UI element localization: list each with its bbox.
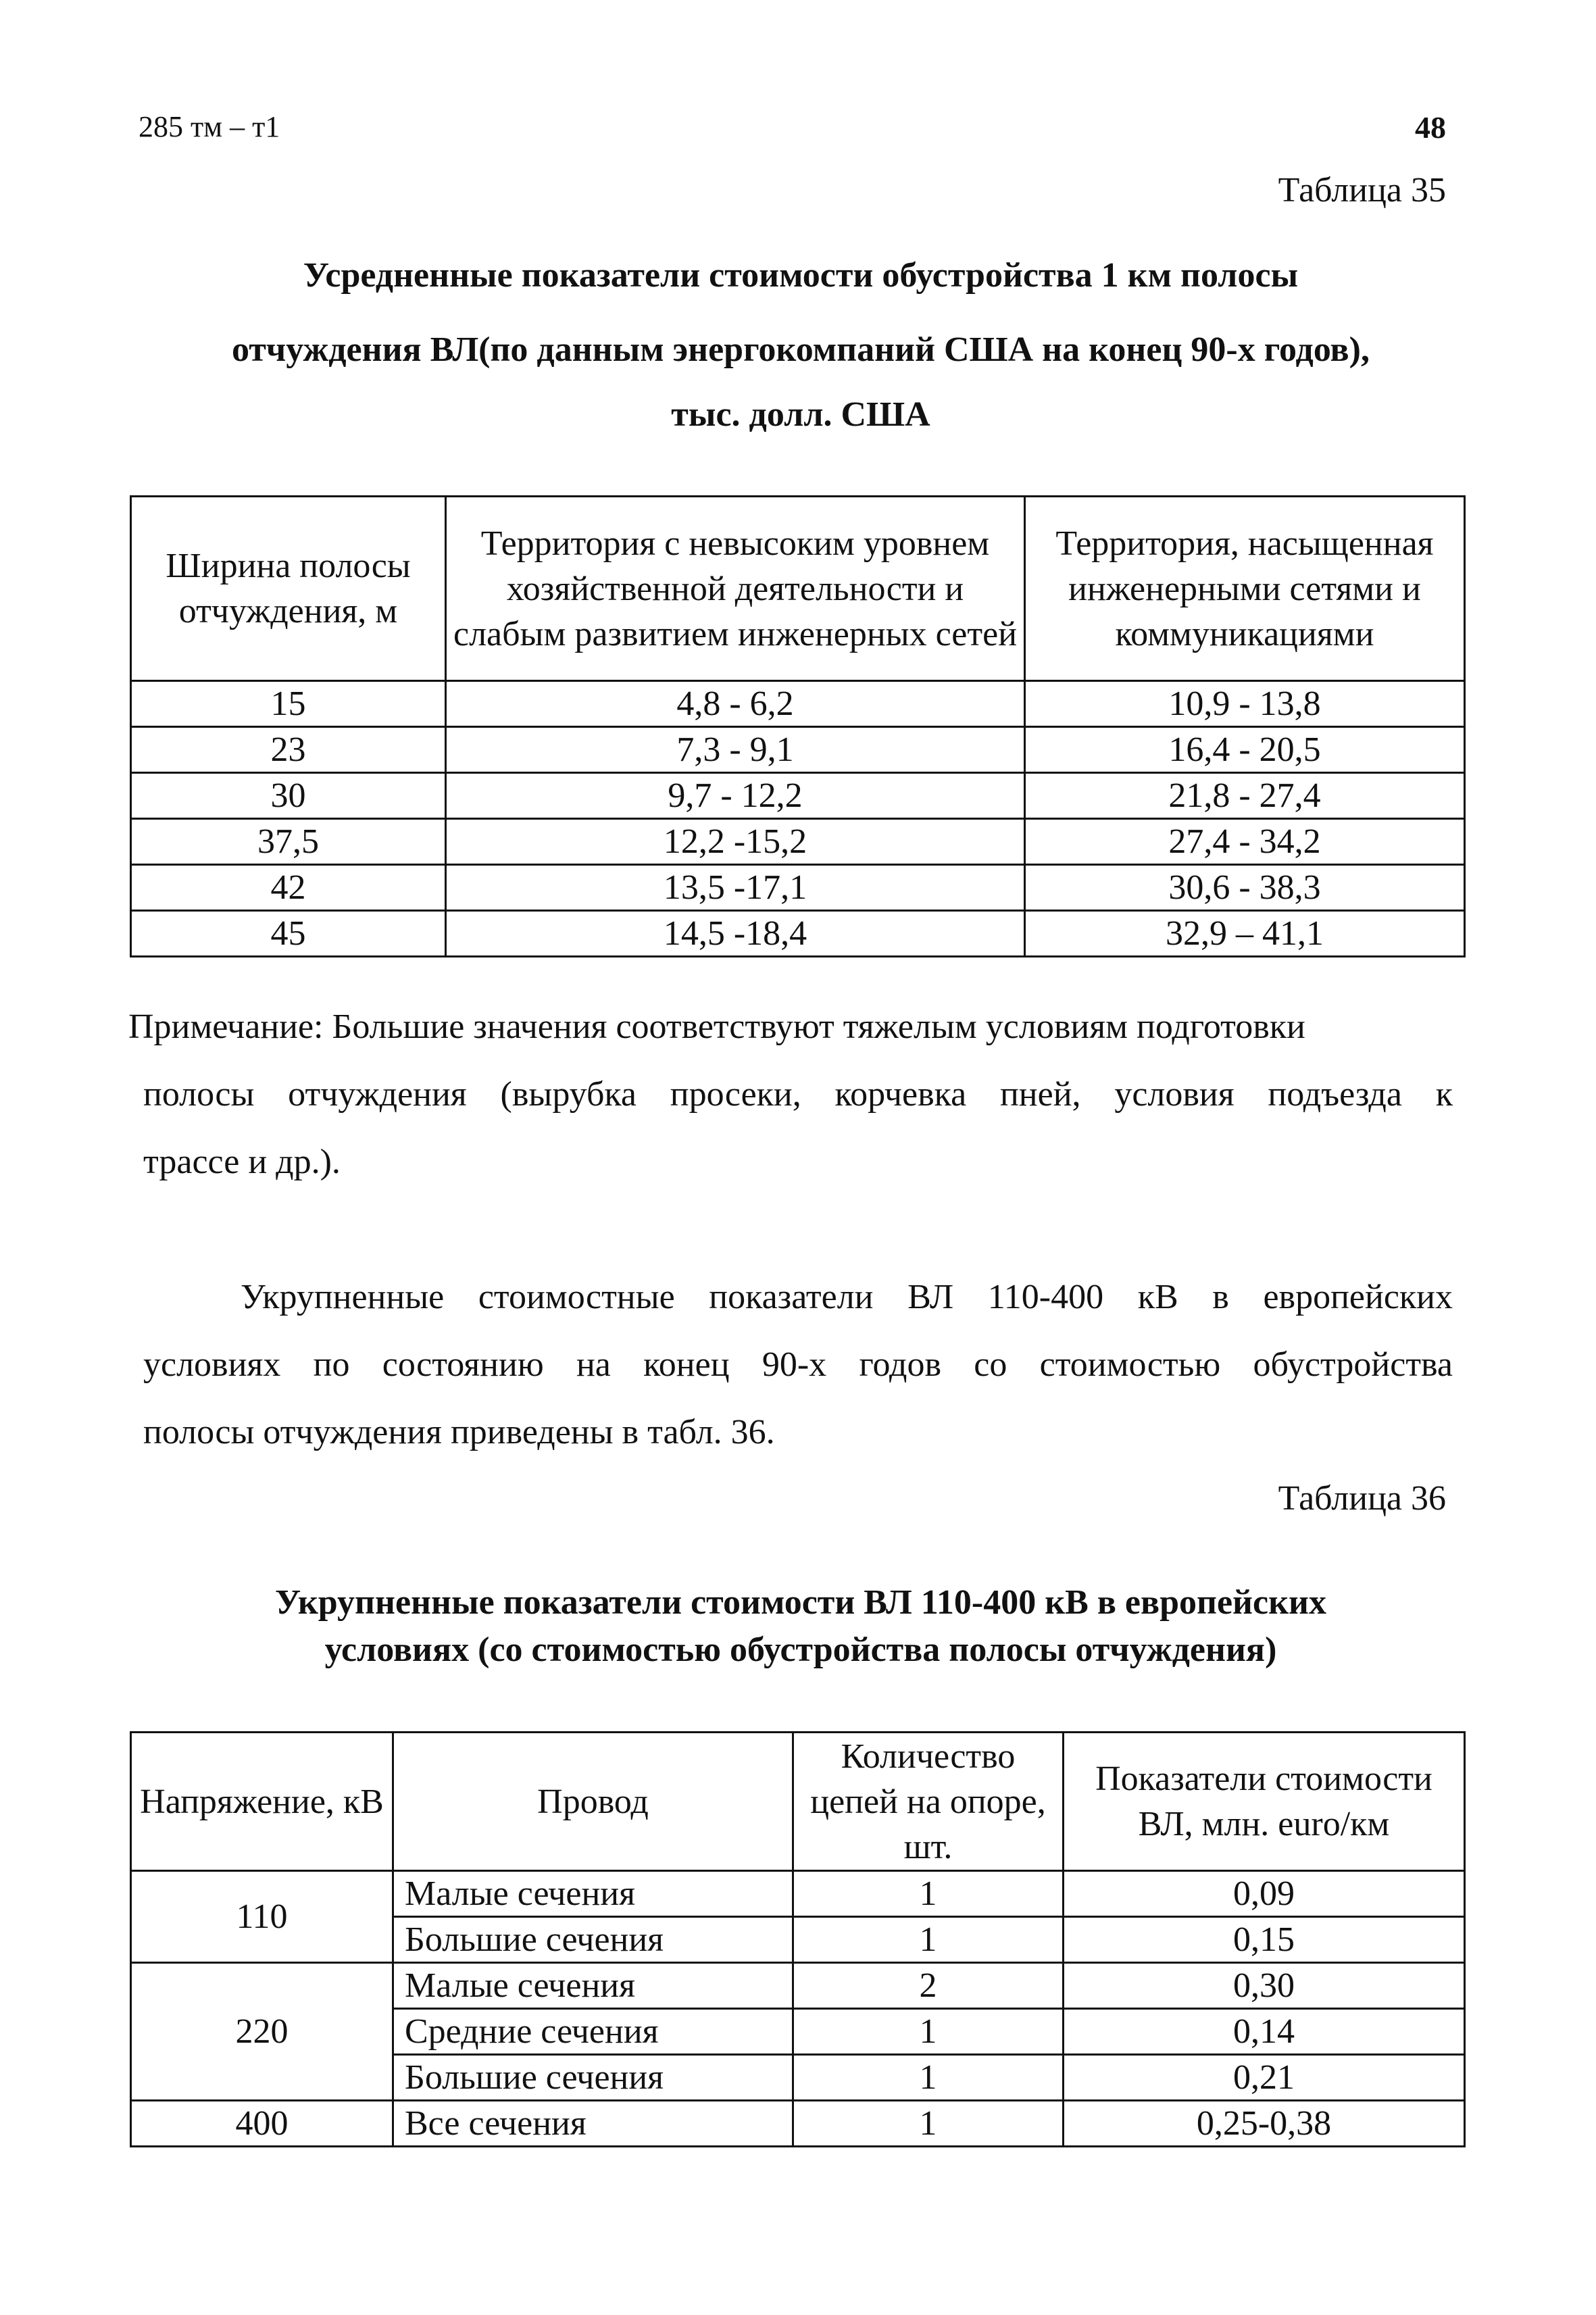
table-row — [131, 1871, 1465, 1917]
cell-wire: Малые сечения — [393, 1963, 793, 2009]
cell-circuits: 1 — [793, 2009, 1064, 2055]
cell-cost: 0,25-0,38 — [1064, 2101, 1465, 2147]
cell-circuits: 1 — [793, 2101, 1064, 2147]
table-row — [131, 865, 1465, 911]
table-row — [131, 681, 1465, 727]
cell-voltage: 220 — [131, 1963, 393, 2101]
cell-low-activity: 9,7 - 12,2 — [446, 773, 1025, 819]
cell-cost: 0,09 — [1064, 1871, 1465, 1917]
column-header-circuits: Количество цепей на опоре, шт. — [793, 1733, 1064, 1871]
cell-wire: Малые сечения — [393, 1871, 793, 1917]
cell-low-activity: 13,5 -17,1 — [446, 865, 1025, 911]
table-35-title-line-1: Усредненные показатели стоимости обустройства 1 км полосы — [303, 256, 1299, 295]
cell-width: 42 — [131, 865, 446, 911]
table-row — [131, 727, 1465, 773]
cell-wire: Все сечения — [393, 2101, 793, 2147]
cell-voltage: 110 — [131, 1871, 393, 1963]
cell-width: 15 — [131, 681, 446, 727]
cell-low-activity: 14,5 -18,4 — [446, 911, 1025, 957]
column-header-saturated: Территория, насыщенная инженерными сетями и коммуникациями — [1025, 497, 1465, 681]
table-35-title-line-2: отчуждения ВЛ(по данным энергокомпаний США на конец 90-х годов), — [232, 330, 1370, 369]
cell-saturated: 32,9 – 41,1 — [1025, 911, 1465, 957]
cell-wire: Большие сечения — [393, 1917, 793, 1963]
table-35 — [130, 495, 1466, 957]
column-header-wire: Провод — [393, 1733, 793, 1871]
table-36-title-line-2: условиях (со стоимостью обустройства полосы отчуждения) — [324, 1631, 1277, 1669]
column-header-voltage: Напряжение, кВ — [131, 1733, 393, 1871]
cell-low-activity: 7,3 - 9,1 — [446, 727, 1025, 773]
cell-wire: Большие сечения — [393, 2055, 793, 2101]
cell-cost: 0,14 — [1064, 2009, 1465, 2055]
table-row — [131, 2101, 1465, 2147]
cell-circuits: 1 — [793, 1917, 1064, 1963]
cell-width: 30 — [131, 773, 446, 819]
cell-wire: Средние сечения — [393, 2009, 793, 2055]
column-header-width: Ширина полосы отчуждения, м — [131, 497, 446, 681]
cell-saturated: 27,4 - 34,2 — [1025, 819, 1465, 865]
table-row — [131, 819, 1465, 865]
cell-width: 37,5 — [131, 819, 446, 865]
table-row — [131, 911, 1465, 957]
cell-cost: 0,30 — [1064, 1963, 1465, 2009]
table-35-label: Таблица 35 — [1278, 171, 1446, 209]
cell-voltage: 400 — [131, 2101, 393, 2147]
note-line-2: полосы отчуждения (вырубка просеки, корчевка пней, условия подъезда к — [143, 1075, 1453, 1114]
cell-cost: 0,21 — [1064, 2055, 1465, 2101]
cell-width: 45 — [131, 911, 446, 957]
paragraph-line-3: полосы отчуждения приведены в табл. 36. — [143, 1413, 775, 1451]
table-36-title-line-1: Укрупненные показатели стоимости ВЛ 110-400 кВ в европейских — [274, 1583, 1327, 1622]
cell-saturated: 21,8 - 27,4 — [1025, 773, 1465, 819]
cell-low-activity: 4,8 - 6,2 — [446, 681, 1025, 727]
note-line-3: трассе и др.). — [143, 1143, 341, 1181]
table-row — [131, 773, 1465, 819]
cell-circuits: 2 — [793, 1963, 1064, 2009]
table-35-title-line-3: тыс. долл. США — [671, 395, 930, 434]
cell-circuits: 1 — [793, 2055, 1064, 2101]
table-36-header-row — [131, 1733, 1465, 1871]
cell-circuits: 1 — [793, 1871, 1064, 1917]
page-number: 48 — [1415, 110, 1446, 145]
table-36 — [130, 1731, 1466, 2147]
cell-saturated: 30,6 - 38,3 — [1025, 865, 1465, 911]
cell-cost: 0,15 — [1064, 1917, 1465, 1963]
paragraph-line-2: условиях по состоянию на конец 90-х годов со стоимостью обустройства — [143, 1345, 1453, 1384]
paragraph-line-1: Укрупненные стоимостные показатели ВЛ 110-400 кВ в европейских — [241, 1278, 1453, 1316]
document-code: 285 тм – т1 — [139, 110, 280, 143]
table-35-header-row — [131, 497, 1465, 681]
table-36-label: Таблица 36 — [1278, 1479, 1446, 1518]
cell-width: 23 — [131, 727, 446, 773]
column-header-cost: Показатели стоимости ВЛ, млн. euro/км — [1064, 1733, 1465, 1871]
cell-saturated: 16,4 - 20,5 — [1025, 727, 1465, 773]
cell-saturated: 10,9 - 13,8 — [1025, 681, 1465, 727]
note-line-1: Примечание: Большие значения соответствуют тяжелым условиям подготовки — [128, 1007, 1305, 1046]
table-row — [131, 1963, 1465, 2009]
column-header-low-activity: Территория с невысоким уровнем хозяйственной деятельности и слабым развитием инженерных сетей — [446, 497, 1025, 681]
cell-low-activity: 12,2 -15,2 — [446, 819, 1025, 865]
